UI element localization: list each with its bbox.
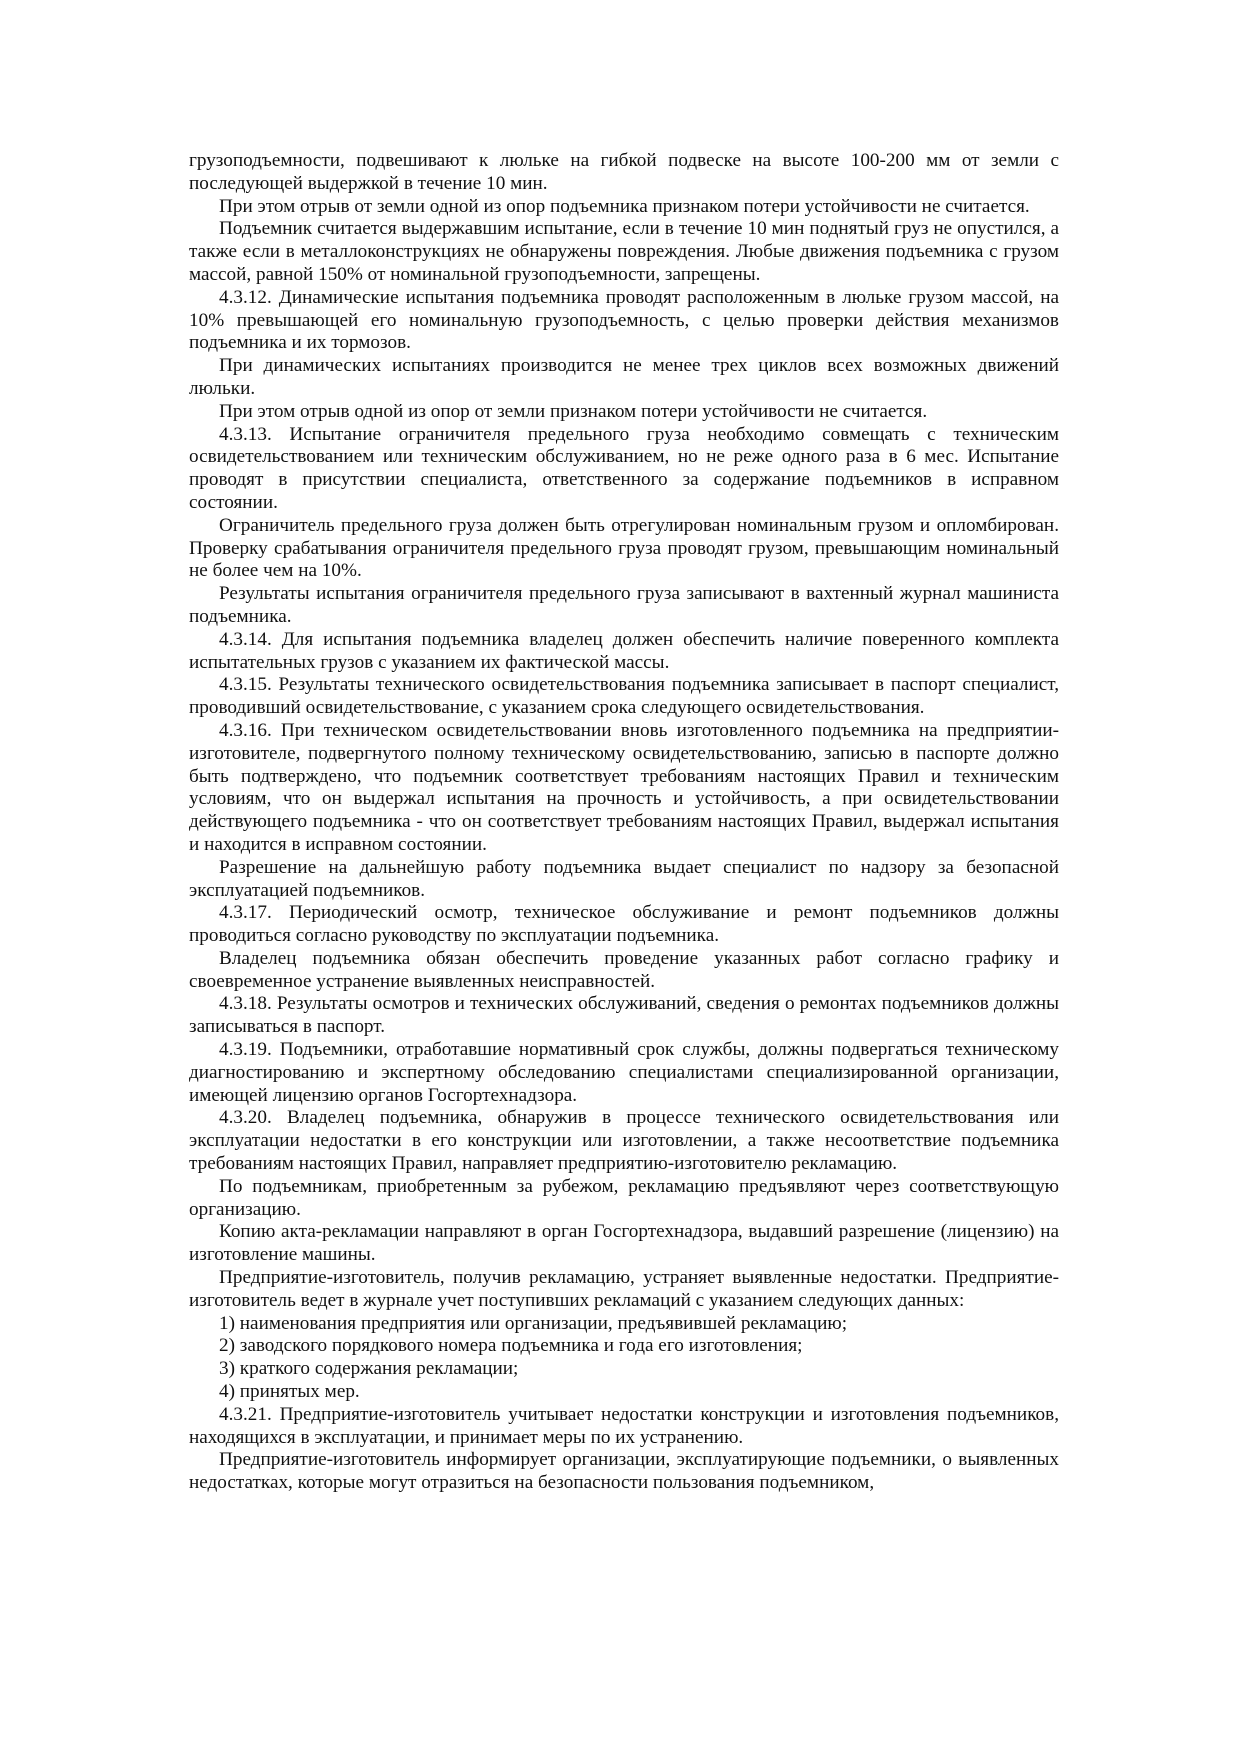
paragraph: 4.3.14. Для испытания подъемника владелец должен обеспечить наличие поверенного комплекта испытательных грузов с указанием их фактической массы. xyxy=(189,628,1059,673)
paragraph: 4.3.21. Предприятие-изготовитель учитывает недостатки конструкции и изготовления подъемников, находящихся в эксплуатации, и принимает меры по их устранению. xyxy=(189,1403,1059,1448)
paragraph: 4.3.13. Испытание ограничителя предельного груза необходимо совмещать с техническим освидетельствованием или техническим обслуживанием, но не реже одного раза в 6 мес. Испытание проводят в присутствии специалиста, ответственного за содержание подъемников в исправном состоянии. xyxy=(189,423,1059,513)
list-item: 3) краткого содержания рекламации; xyxy=(219,1358,519,1380)
paragraph: 4.3.20. Владелец подъемника, обнаружив в процессе технического освидетельствования или эксплуатации недостатки в его конструкции или изготовлении, а также несоответствие подъемника требованиям настоящих Правил, направляет предприятию-изготовителю рекламацию. xyxy=(189,1107,1059,1175)
paragraph: Разрешение на дальнейшую работу подъемника выдает специалист по надзору за безопасной эксплуатацией подъемников. xyxy=(189,856,1059,901)
document-page xyxy=(189,150,1059,1495)
paragraph: Ограничитель предельного груза должен быть отрегулирован номинальным грузом и опломбирован. Проверку срабатывания ограничителя предельного груза проводят грузом, превышающим номинальный не более чем на 10%. xyxy=(189,514,1059,582)
paragraph: По подъемникам, приобретенным за рубежом, рекламацию предъявляют через соответствующую организацию. xyxy=(189,1175,1059,1220)
paragraph: Владелец подъемника обязан обеспечить проведение указанных работ согласно графику и своевременное устранение выявленных неисправностей. xyxy=(189,947,1059,992)
list-item: 1) наименования предприятия или организации, предъявившей рекламацию; xyxy=(219,1312,848,1334)
list-item: 4) принятых мер. xyxy=(219,1381,360,1403)
paragraph: Результаты испытания ограничителя предельного груза записывают в вахтенный журнал машиниста подъемника. xyxy=(189,583,1059,627)
paragraph: 4.3.18. Результаты осмотров и технических обслуживаний, сведения о ремонтах подъемников должны записываться в паспорт. xyxy=(189,993,1059,1038)
paragraph: 4.3.12. Динамические испытания подъемника проводят расположенным в люльке грузом массой, на 10% превышающей его номинальную грузоподъемность, с целью проверки действия механизмов подъемника и их тормозов. xyxy=(189,286,1059,354)
paragraph: 4.3.17. Периодический осмотр, техническое обслуживание и ремонт подъемников должны проводиться согласно руководству по эксплуатации подъемника. xyxy=(189,902,1059,947)
paragraph: Подъемник считается выдержавшим испытание, если в течение 10 мин поднятый груз не опустился, а также если в металлоконструкциях не обнаружены повреждения. Любые движения подъемника с грузом массой, равной 150% от номинальной грузоподъемности, запрещены. xyxy=(189,218,1059,285)
list-item: 2) заводского порядкового номера подъемника и года его изготовления; xyxy=(219,1335,803,1357)
paragraph: При этом отрыв одной из опор от земли признаком потери устойчивости не считается. xyxy=(219,400,928,422)
paragraph: 4.3.16. При техническом освидетельствовании вновь изготовленного подъемника на предприятии-изготовителе, подвергнутого полному техническому освидетельствованию, записью в паспорте должно быть подтверждено, что подъемник соответствует требованиям настоящих Правил и техническим условиям, что он выдержал испытания на прочность и устойчивость, а при освидетельствовании действующего подъемника - что он соответствует требованиям настоящих Правил, выдержал испытания и находится в исправном состоянии. xyxy=(189,719,1059,855)
paragraph: При динамических испытаниях производится не менее трех циклов всех возможных движений люльки. xyxy=(189,355,1059,399)
paragraph: 4.3.19. Подъемники, отработавшие нормативный срок службы, должны подвергаться техническому диагностированию и экспертному обследованию специалистами специализированной организации, имеющей лицензию органов Госгортехнадзора. xyxy=(189,1039,1059,1106)
paragraph: Предприятие-изготовитель, получив рекламацию, устраняет выявленные недостатки. Предприятие-изготовитель ведет в журнале учет поступивших рекламаций с указанием следующих данных: xyxy=(189,1267,1059,1311)
paragraph: 4.3.15. Результаты технического освидетельствования подъемника записывает в паспорт специалист, проводивший освидетельствование, с указанием срока следующего освидетельствования. xyxy=(189,674,1059,719)
paragraph: Копию акта-рекламации направляют в орган Госгортехнадзора, выдавший разрешение (лицензию) на изготовление машины. xyxy=(189,1221,1059,1266)
paragraph: Предприятие-изготовитель информирует организации, эксплуатирующие подъемники, о выявленных недостатках, которые могут отразиться на безопасности пользования подъемником, xyxy=(189,1449,1059,1494)
paragraph: грузоподъемности, подвешивают к люльке на гибкой подвеске на высоте 100-200 мм от земли с последующей выдержкой в течение 10 мин. xyxy=(189,150,1059,194)
paragraph: При этом отрыв от земли одной из опор подъемника признаком потери устойчивости не считается. xyxy=(219,195,1030,217)
